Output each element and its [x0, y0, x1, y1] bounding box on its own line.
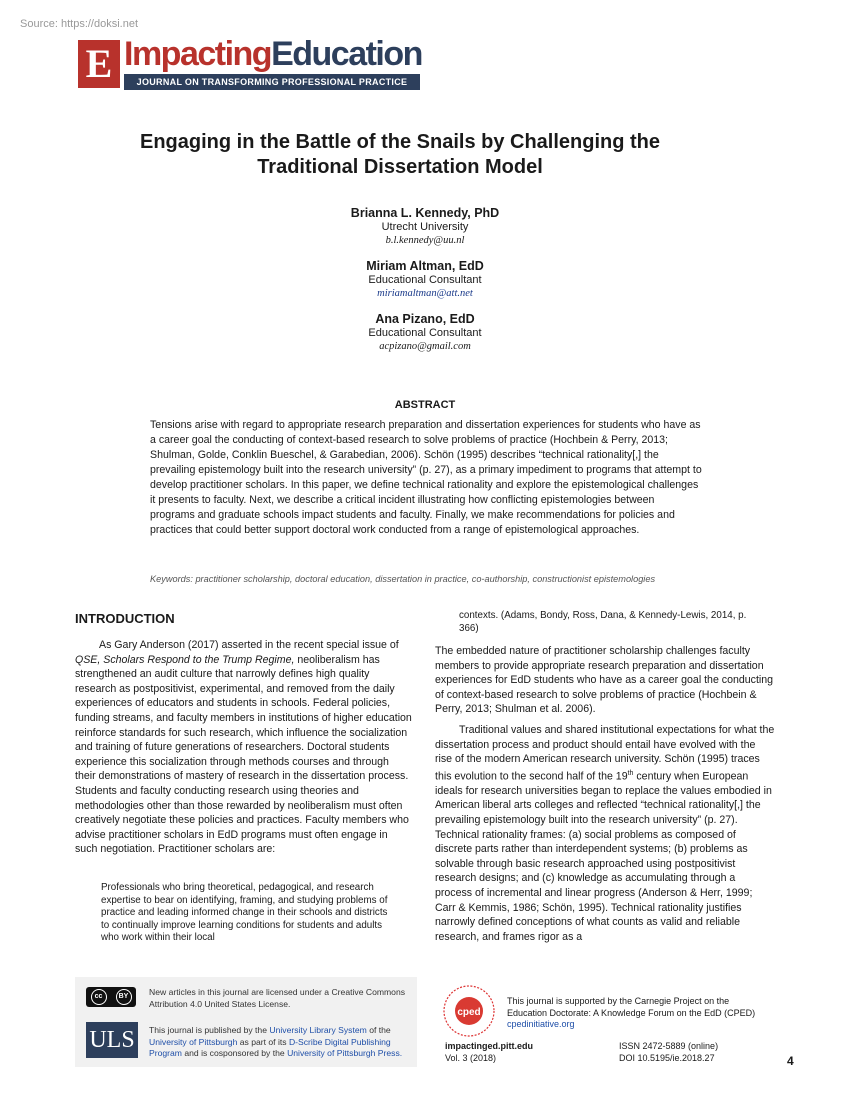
- cped-logo-text: cped: [457, 1007, 481, 1018]
- abstract-body: Tensions arise with regard to appropriate research preparation and dissertation experiences for students who have as a career goal the conducting of context-based research to solve problems of practice (Hochbein & Perry, 2013; Shulman, Golde, Conklin Bueschel, & Garabedian, 2006). Schön (1995) describes “technical rationality[,] the prevailing epistemology built into the research university” (p. 27), as a primary impediment to programs that attempt to develop practitioner scholars. In this paper, we define technical rationality and explore the epistemological challenges it presents to faculty. Next, we describe a critical incident illustrating how conflicting epistemologies between programs and graduate schools impact students and faculty. Finally, we make recommendations for policies and practices that could better support doctoral work conducted from a range of epistemological approaches.: [150, 419, 702, 536]
- source-note: Source: https://doksi.net: [20, 18, 139, 30]
- author-email[interactable]: b.l.kennedy@uu.nl: [385, 235, 465, 246]
- cc-icon: cc: [91, 989, 107, 1005]
- author-name: Brianna L. Kennedy, PhD: [350, 206, 500, 220]
- footer-identifiers: [619, 1041, 718, 1064]
- keywords: Keywords: practitioner scholarship, doctoral education, dissertation in practice, co-authorship, constructionist epistemologies: [150, 574, 656, 584]
- author-email[interactable]: miriamaltman@att.net: [377, 288, 473, 299]
- intro-paragraph-2: The embedded nature of practitioner scholarship challenges faculty members to provide appropriate research preparation and dissertation experiences for EdD students who have as a career goal the conducting of context-based research to solve problems of practice (Hochbein & Perry, 2013; Shulman et al. 2006).: [435, 645, 774, 716]
- uls-logo[interactable]: ULS: [86, 1022, 138, 1058]
- abstract-heading: ABSTRACT: [394, 399, 456, 411]
- link-d-scribe[interactable]: D-Scribe Digital Publishing Program: [149, 1036, 391, 1058]
- creative-commons-badge[interactable]: [86, 987, 136, 1007]
- right-column: [435, 644, 775, 944]
- journal-site[interactable]: impactinged.pitt.edu: [445, 1041, 534, 1051]
- publisher-text: This journal is published by the University Library System of the University of Pittsburgh as part of its D-Scribe Digital Publishing Program and is cosponsored by the University of Pittsburgh Press.: [149, 1025, 403, 1058]
- link-cpedinitiative[interactable]: cpedinitiative.org: [507, 1019, 575, 1029]
- logo-wordmark: [124, 36, 422, 72]
- logo-tagline: JOURNAL ON TRANSFORMING PROFESSIONAL PRACTICE: [124, 74, 420, 90]
- license-box: [75, 977, 417, 1067]
- by-icon: BY: [116, 989, 132, 1005]
- logo-word-education: Education: [271, 35, 422, 73]
- cped-logo[interactable]: [443, 985, 495, 1037]
- logo-mark: E: [78, 40, 120, 88]
- author-affiliation: Educational Consultant: [368, 327, 482, 339]
- author-name: Ana Pizano, EdD: [375, 312, 475, 326]
- block-quote-part-1: Professionals who bring theoretical, pedagogical, and research expertise to bear on identifying, framing, and studying problems of practice and leading informed change in their schools and districts to continually improve learning conditions for students and adults who work within their local: [101, 882, 388, 944]
- block-quote-part-2: contexts. (Adams, Bondy, Ross, Dana, & Kennedy-Lewis, 2014, p. 366): [459, 610, 747, 634]
- author-affiliation: Utrecht University: [381, 221, 469, 233]
- link-pitt-press[interactable]: University of Pittsburgh Press.: [287, 1048, 403, 1058]
- doi: DOI 10.5195/ie.2018.27: [619, 1052, 715, 1063]
- author-name: Miriam Altman, EdD: [366, 259, 484, 273]
- footer-journal-info: [445, 1041, 533, 1064]
- page-number: 4: [787, 1054, 794, 1068]
- journal-logo[interactable]: [78, 35, 422, 90]
- cped-support-text: This journal is supported by the Carnegie Project on the Education Doctorate: A Knowledge Forum on the EdD (CPED) cpedinitiative.org: [507, 996, 756, 1029]
- article-title: Engaging in the Battle of the Snails by Challenging the Traditional Dissertation Model: [139, 131, 661, 178]
- author-1: [275, 205, 575, 247]
- author-email[interactable]: acpizano@gmail.com: [379, 341, 471, 352]
- author-affiliation: Educational Consultant: [368, 274, 482, 286]
- logo-word-impacting: Impacting: [124, 35, 272, 73]
- author-2: [275, 258, 575, 300]
- link-university-of-pittsburgh[interactable]: University of Pittsburgh: [149, 1036, 238, 1047]
- author-3: [275, 311, 575, 353]
- intro-paragraph-3: Traditional values and shared institutional expectations for what the dissertation process and product should entail have evolved with the rise of the modern American research university. Schön (1995) traces this evolution to the second half of the 19th century when European ideals for research universities began to replace the values embodied in American liberal arts colleges and reflected “technical rationality[,] the prevailing epistemology built into the research university” (p. 27). Technical rationality frames: (a) social problems as composed of discrete parts rather than interdependent systems; (b) problems as solvable through basic research approached using postpositivist research designs; and (c) knowledge as accumulating through a process of incremental and linear progress (Anderson & Herr, 1999; Carr & Kemmis, 1986; Schön, 1995). Technical rationality justifies narrowly defined conceptions of what counts as valid and reliable research, and frames rigor as a: [435, 723, 775, 943]
- issn: ISSN 2472-5889 (online): [619, 1041, 719, 1051]
- intro-paragraph-1: As Gary Anderson (2017) asserted in the recent special issue of QSE, Scholars Respond to the Trump Regime, neoliberalism has strengthened an audit culture that narrowly defines high quality research as postpositivist, experimental, and removed from the daily experiences of educators and students in schools. Federal policies, funding streams, and faculty members in institutions of higher education reinforce standards for such research, which influence the socialization and training of future generations of researchers. Doctoral students experience this socialization through methods courses and through their demonstrations of mastery of research in the dissertation process. Students and faculty conducting research using theories and methodologies other than those rewarded by neoliberalism must often creatively negotiate these policies and practices. Faculty members who advise practitioner scholars in EdD programs must often engage in such negotiation. Practitioner scholars are:: [75, 639, 412, 856]
- license-text: New articles in this journal are licensed under a Creative Commons Attribution 4.0 United States License.: [149, 987, 406, 1009]
- journal-volume: Vol. 3 (2018): [445, 1052, 497, 1063]
- link-university-library-system[interactable]: University Library System: [269, 1025, 367, 1035]
- left-column: [75, 638, 412, 857]
- section-heading-introduction: INTRODUCTION: [75, 611, 175, 626]
